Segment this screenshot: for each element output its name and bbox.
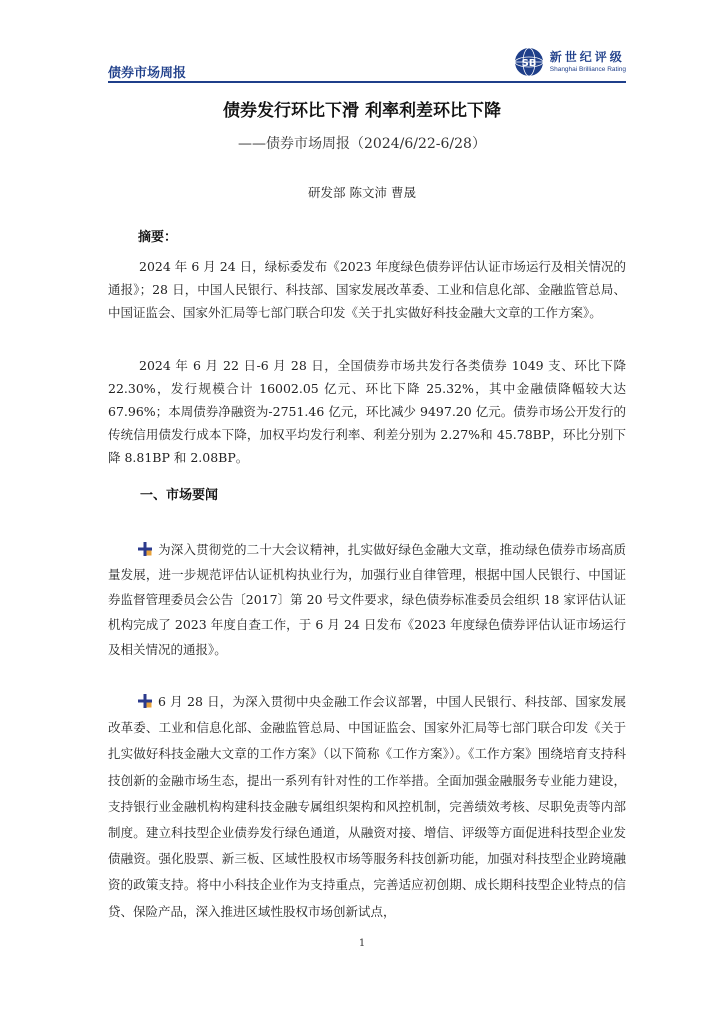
header-report-title: 债券市场周报 (108, 66, 187, 81)
news-item (108, 537, 626, 662)
globe-logo-icon (514, 47, 544, 77)
header-divider (108, 81, 626, 83)
logo-chinese-name: 新世纪评级 (549, 50, 625, 64)
document-authors: 研发部 陈文沛 曹晟 (308, 185, 416, 200)
company-logo (514, 46, 626, 78)
cross-bullet-icon (138, 694, 152, 708)
abstract-paragraph: 2024 年 6 月 24 日，绿标委发布《2023 年度绿色债券评估认证市场运行及相关情况的通报》；28 日，中国人民银行、科技部、国家发展改革委、工业和信息化部、金融监管总局、中国证监会、国家外汇局等七部门联合印发《关于扎实做好科技金融大文章的工作方案》。 (108, 259, 626, 320)
page-number: 1 (358, 938, 366, 949)
abstract-paragraph: 2024 年 6 月 22 日-6 月 28 日，全国债券市场共发行各类债券 1049 支、环比下降 22.30%，发行规模合计 16002.05 亿元、环比下降 25.32%，其中金融债降幅较大达 67.96%；本周债券净融资为-2751.46 亿元，环比减少 9497.20 亿元。债券市场公开发行的传统信用债发行成本下降，加权平均发行利率、利差分别为 2.27%和 45.78BP，环比分别下降 8.81BP 和 2.08BP。 (108, 358, 626, 465)
news-item-text: 为深入贯彻党的二十大会议精神，扎实做好绿色金融大文章，推动绿色债券市场高质量发展，进一步规范评估认证机构执业行为，加强行业自律管理，根据中国人民银行、中国证券监督管理委员会公告〔2017〕第 20 号文件要求，绿色债券标准委员会组织 18 家评估认证机构完成了 2023 年度自查工作，于 6 月 24 日发布《2023 年度绿色债券评估认证市场运行及相关情况的通报》。 (108, 542, 626, 657)
abstract-heading: 摘要： (138, 230, 178, 245)
section-heading: 一、市场要闻 (140, 488, 219, 503)
document-title: 债券发行环比下滑 利率利差环比下降 (223, 101, 501, 121)
news-item (108, 689, 626, 925)
logo-english-name: Shanghai Brilliance Rating (549, 66, 626, 73)
page-header (108, 42, 626, 82)
news-item-text: 6 月 28 日，为深入贯彻中央金融工作会议部署，中国人民银行、科技部、国家发展改革委、工业和信息化部、金融监管总局、中国证监会、国家外汇局等七部门联合印发《关于扎实做好科技金融大文章的工作方案》（以下简称《工作方案》）。《工作方案》围绕培育支持科技创新的金融市场生态，提出一系列有针对性的工作举措。全面加强金融服务专业能力建设，支持银行业金融机构构建科技金融专属组织架构和风控机制，完善绩效考核、尽职免责等内部制度。建立科技型企业债券发行绿色通道，从融资对接、增信、评级等方面促进科技型企业发债融资。强化股票、新三板、区域性股权市场等服务科技创新功能，加强对科技型企业跨境融资的政策支持。将中小科技企业作为支持重点，完善适应初创期、成长期科技型企业特点的信贷、保险产品，深入推进区域性股权市场创新试点， (108, 694, 626, 919)
cross-bullet-icon (138, 542, 152, 556)
logo-emblem-text: SB (521, 58, 537, 69)
document-subtitle: ——债券市场周报（2024/6/22-6/28） (238, 136, 486, 152)
